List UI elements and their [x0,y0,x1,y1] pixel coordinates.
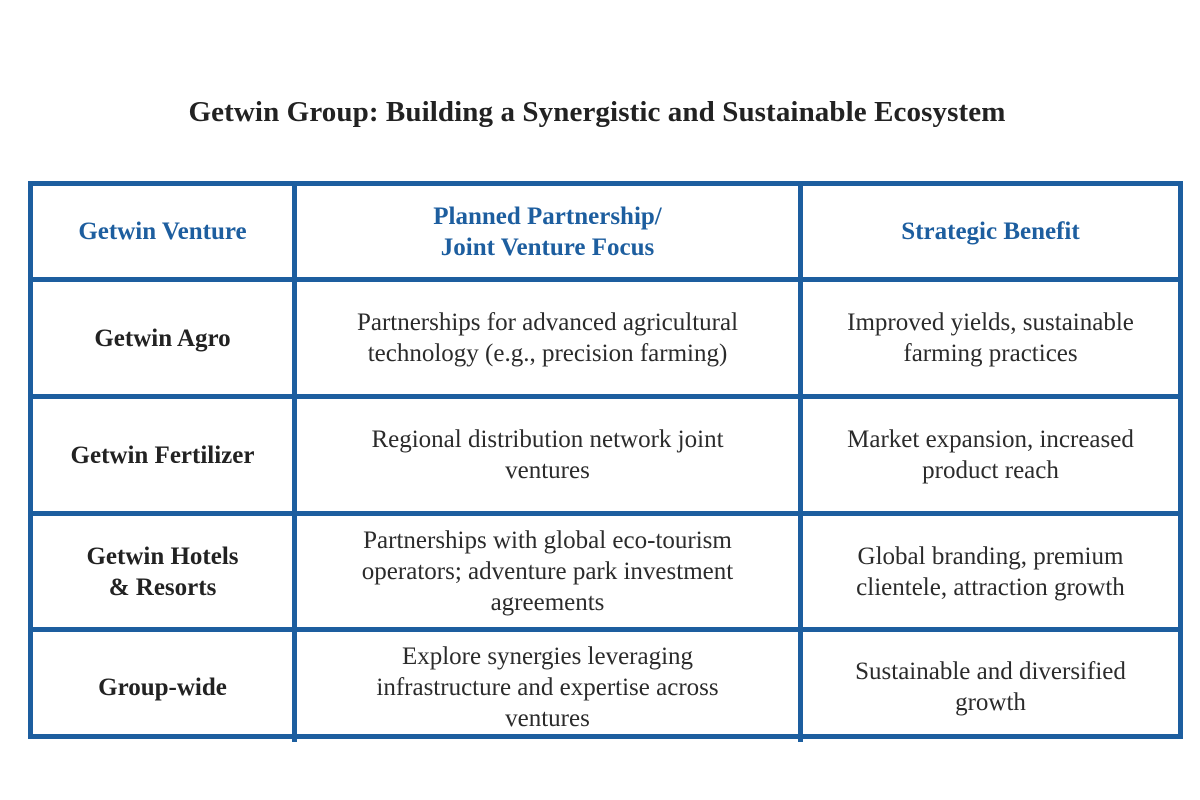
row-benefit-cell: Sustainable and diversified growth [855,658,1126,716]
row-venture-cell: Group-wide [33,632,297,742]
row-benefit-cell: Improved yields, sustainable farming practices [803,282,1178,399]
header-getwin-venture: Getwin Venture [33,186,297,282]
row-focus-cell: Partnerships for advanced agricultural technology (e.g., precision farming) [297,282,803,399]
row-focus-cell: Partnerships with global eco-tourism operators; adventure park investment agreements [297,516,803,632]
header-partnership-focus: Planned Partnership/ Joint Venture Focus [297,186,803,282]
partnership-table [28,181,1183,739]
row-venture-cell: Getwin Fertilizer [33,399,297,516]
row-focus-cell: Regional distribution network joint ventures [297,399,803,516]
row-benefit-cell: Global branding, premium clientele, attraction growth [803,516,1178,632]
row-benefit-cell: Market expansion, increased product reach [803,399,1178,516]
row-focus-cell: Explore synergies leveraging infrastructure and expertise across ventures [297,632,803,742]
row-venture-cell: Getwin Hotels & Resorts [33,516,297,632]
page-title: Getwin Group: Building a Synergistic and Sustainable Ecosystem [188,96,1006,128]
row-venture-cell: Getwin Agro [33,282,297,399]
header-strategic-benefit: Strategic Benefit [803,186,1178,282]
